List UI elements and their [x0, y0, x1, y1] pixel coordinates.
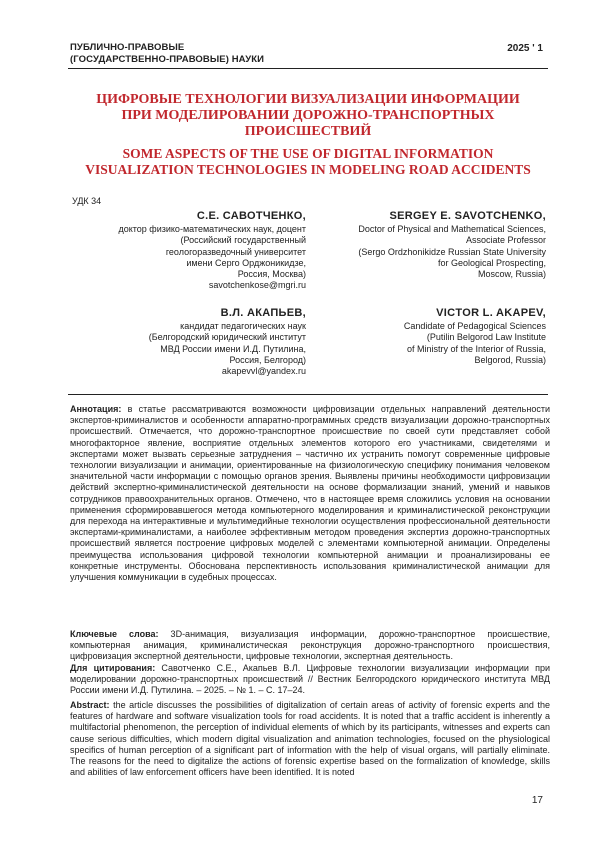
citation-label: Для цитирования: [70, 663, 155, 673]
title-ru-line2: ПРИ МОДЕЛИРОВАНИИ ДОРОЖНО-ТРАНСПОРТНЫХ [68, 108, 548, 124]
annotation-paragraph [70, 404, 550, 583]
keywords-text: 3D-анимация, визуализация информации, дорожно-транспортное происшествие, компьютерная анимация, криминалистическая реконструкция дорожно-транспортного происшествия, цифровизация экспертной деятельности, цифровые технологии, экспертная деятельность. [70, 629, 550, 661]
author-location: Россия, Белгород) [70, 355, 306, 366]
journal-section-header [70, 42, 264, 66]
author-name: VICTOR L. AKAPEV, [320, 308, 546, 319]
author-block-ru-2 [70, 308, 306, 377]
author-degree: Doctor of Physical and Mathematical Sciences, [320, 224, 546, 235]
title-russian [68, 92, 548, 140]
header-rule [68, 68, 548, 69]
issue-label: 2025 ' 1 [507, 43, 543, 54]
citation-text: Савотченко С.Е., Акапьев В.Л. Цифровые технологии визуализации информации при моделировании дорожно-транспортных происшествий // Вестник Белгородского юридического института МВД России имени И.Д. Путилина. – 2025. – № 1. – С. 17–24. [70, 663, 550, 695]
keywords-paragraph [70, 629, 550, 663]
author-degree: кандидат педагогических наук [70, 321, 306, 332]
author-name: В.Л. АКАПЬЕВ, [70, 308, 306, 319]
keywords-label: Ключевые слова: [70, 629, 159, 639]
title-en-line2: VISUALIZATION TECHNOLOGIES IN MODELING ROAD ACCIDENTS [68, 162, 548, 178]
author-affiliation-line: of Ministry of the Interior of Russia, [320, 344, 546, 355]
title-ru-line3: ПРОИСШЕСТВИЙ [68, 124, 548, 140]
page-number: 17 [532, 795, 543, 806]
author-email[interactable]: savotchenkose@mgri.ru [70, 280, 306, 291]
journal-section-line2: (ГОСУДАРСТВЕННО-ПРАВОВЫЕ) НАУКИ [70, 54, 264, 66]
author-affiliation-line: (Putilin Belgorod Law Institute [320, 332, 546, 343]
author-location: Россия, Москва) [70, 269, 306, 280]
author-affiliation-line: (Sergo Ordzhonikidze Russian State University [320, 247, 546, 258]
author-affiliation-line: (Белгородский юридический институт [70, 332, 306, 343]
abstract-paragraph [70, 700, 550, 778]
author-block-en-2 [320, 308, 546, 366]
author-name: С.Е. САВОТЧЕНКО, [70, 211, 306, 222]
author-affiliation-line: МВД России имени И.Д. Путилина, [70, 344, 306, 355]
author-title: Associate Professor [320, 235, 546, 246]
author-block-en-1 [320, 211, 546, 280]
udk-code: УДК 34 [72, 196, 101, 206]
author-degree: Candidate of Pedagogical Sciences [320, 321, 546, 332]
section-rule [68, 394, 548, 395]
citation-paragraph [70, 663, 550, 697]
author-block-ru-1 [70, 211, 306, 291]
author-email[interactable]: akapevvl@yandex.ru [70, 366, 306, 377]
title-ru-line1: ЦИФРОВЫЕ ТЕХНОЛОГИИ ВИЗУАЛИЗАЦИИ ИНФОРМАЦИИ [68, 92, 548, 108]
author-location: Moscow, Russia) [320, 269, 546, 280]
title-english [68, 146, 548, 178]
annotation-text: в статье рассматриваются возможности цифровизации отдельных направлений деятельности экспертов-криминалистов и особенности аппаратно-программных средств визуализации дорожно-транспортных происшествий. Отмечается, что дорожно-транспортное происшествие по своей сути представляет собой многофакторное явление, восприятие отдельных элементов которого его участниками, свидетелями и экспертами может вызвать серьезные затруднения – частично их устранить помогут современные цифровые технологии визуализации и анимации, ориентированные на физиологическую специфику понимания человеком значительной части информации с помощью органов зрения. Выявлены причины необходимости цифровизации действий экспертно-криминалистической деятельности на основе формализации знаний, умений и навыков сотрудников правоохранительных органов. Отмечено, что в настоящее время сложились условия на основании применения сформировавшегося метода компьютерного моделирования и криминалистической реконструкции для перехода на интерактивные и мультимедийные технологии осуществления профессиональной деятельности экспертами-криминалистами, а наиболее эффективным методом проведения экспертиз дорожно-транспортных происшествий является построение цифровых моделей с элементами компьютерной анимации. Определены преимущества использования цифровой технологии компьютерной анимации и проанализированы ее конкретные инструменты. Обоснована перспективность использования криминалистической анимации для улучшения коммуникации в судебных процессах. [70, 404, 550, 582]
author-affiliation-line: (Российский государственный [70, 235, 306, 246]
author-affiliation-line: for Geological Prospecting, [320, 258, 546, 269]
author-location: Belgorod, Russia) [320, 355, 546, 366]
journal-section-line1: ПУБЛИЧНО-ПРАВОВЫЕ [70, 42, 264, 54]
title-en-line1: SOME ASPECTS OF THE USE OF DIGITAL INFORMATION [68, 146, 548, 162]
author-affiliation-line: имени Серго Орджоникидзе, [70, 258, 306, 269]
abstract-label: Abstract: [70, 700, 110, 710]
annotation-label: Аннотация: [70, 404, 121, 414]
author-degree: доктор физико-математических наук, доцент [70, 224, 306, 235]
author-name: SERGEY E. SAVOTCHENKO, [320, 211, 546, 222]
author-affiliation-line: геологоразведочный университет [70, 247, 306, 258]
abstract-text: the article discusses the possibilities of digitalization of certain areas of activity of forensic experts and the features of hardware and software visualization tools for road accidents. It is noted that a traffic accident is inherently a multifactorial phenomenon, the perception of individual elements of which by its participants, witnesses and experts can cause serious difficulties, which modern digital visualization and animation technologies, focused on the physiological specifics of human perception of a significant part of information with the help of visual organs, will partially eliminate. The reasons for the need to digitalize the actions of forensic expertise based on the formalization of knowledge, skills and abilities of law enforcement officers have been identified. It is noted [70, 700, 550, 777]
